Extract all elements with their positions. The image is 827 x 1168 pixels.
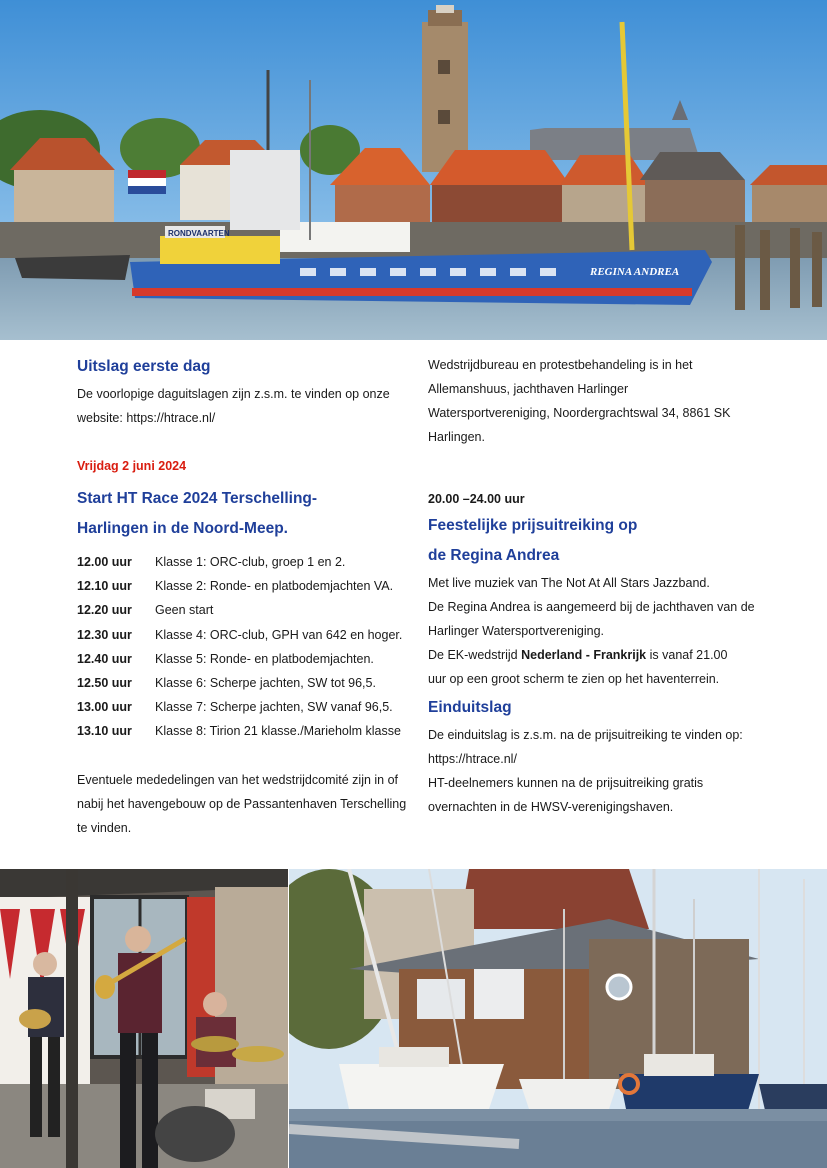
bureau-line-2: Allemanshuus, jachthaven Harlinger — [428, 382, 629, 396]
einduitslag-text-line-3: HT-deelnemers kunnen na de prijsuitreiking gratis — [428, 776, 704, 790]
left-column — [77, 344, 417, 840]
schedule-row — [77, 647, 417, 671]
party-heading-line-1: Feestelijke prijsuitreiking op — [428, 517, 638, 534]
schedule-time: 12.30 uur — [77, 627, 132, 642]
schedule-time: 12.40 uur — [77, 651, 132, 666]
schedule-row — [77, 550, 417, 574]
schedule-time: 12.50 uur — [77, 676, 132, 691]
einduitslag-text-line-2: https://htrace.nl/ — [428, 752, 517, 766]
party-text-line-1: Met live muziek van The Not At All Stars Jazzband. — [428, 576, 710, 590]
schedule-desc: Klasse 5: Ronde- en platbodemjachten. — [155, 651, 374, 666]
bureau-line-4: Harlingen. — [428, 430, 485, 444]
uitslag-text-line-1: De voorlopige daguitslagen zijn z.s.m. te vinden op onze — [77, 387, 390, 401]
schedule-desc: Klasse 1: ORC-club, groep 1 en 2. — [155, 555, 346, 569]
party-time: 20.00 –24.00 uur — [428, 492, 525, 506]
schedule-desc: Klasse 8: Tirion 21 klasse./Marieholm klasse — [155, 724, 401, 739]
wheelhouse-sign-text: RONDVAARTEN — [168, 229, 230, 238]
schedule-desc: Klasse 2: Ronde- en platbodemjachten VA. — [155, 579, 394, 594]
party-heading-line-2: de Regina Andrea — [428, 547, 560, 564]
einduitslag-text-line-4: overnachten in de HWSV-verenigingshaven. — [428, 800, 674, 814]
ek-text-line-2: uur op een groot scherm te zien op het haventerrein. — [428, 672, 720, 686]
jazzband-photo — [0, 869, 288, 1168]
start-schedule — [77, 550, 417, 744]
notice-line-2: nabij het havengebouw op de Passantenhaven Terschelling — [77, 796, 407, 811]
right-column — [428, 344, 768, 819]
start-heading-line-2: Harlingen in de Noord-Meep. — [77, 520, 288, 537]
uitslag-heading: Uitslag eerste dag — [77, 358, 211, 375]
schedule-desc: Geen start — [155, 603, 214, 618]
schedule-time: 12.10 uur — [77, 579, 132, 594]
ek-text-pre: De EK-wedstrijd — [428, 648, 522, 662]
schedule-row — [77, 598, 417, 622]
ek-text-post: is vanaf 21.00 — [646, 648, 728, 662]
race-date: Vrijdag 2 juni 2024 — [77, 459, 187, 473]
schedule-time: 12.20 uur — [77, 603, 132, 618]
schedule-row — [77, 695, 417, 719]
schedule-row — [77, 719, 417, 743]
uitslag-text-line-2: website: https://htrace.nl/ — [77, 411, 216, 425]
party-text-line-3: Harlinger Watersportvereniging. — [428, 624, 605, 638]
ek-text-line-1 — [428, 643, 768, 667]
party-text-line-2: De Regina Andrea is aangemeerd bij de jachthaven van de — [428, 600, 755, 614]
schedule-row — [77, 574, 417, 598]
marina-photo — [289, 869, 827, 1168]
bureau-line-1: Wedstrijdbureau en protestbehandeling is in het — [428, 358, 693, 372]
schedule-row — [77, 623, 417, 647]
notice-line-1: Eventuele mededelingen van het wedstrijdcomité zijn in of — [77, 772, 399, 787]
boat-name-text: REGINA ANDREA — [590, 266, 680, 278]
schedule-time: 12.00 uur — [77, 555, 132, 569]
bureau-line-3: Watersportvereniging, Noordergrachtswal 34, 8861 SK — [428, 406, 731, 420]
einduitslag-text-line-1: De einduitslag is z.s.m. na de prijsuitreiking te vinden op: — [428, 728, 743, 742]
schedule-desc: Klasse 6: Scherpe jachten, SW tot 96,5. — [155, 676, 376, 691]
schedule-time: 13.10 uur — [77, 724, 132, 739]
notice-line-3: te vinden. — [77, 820, 132, 835]
ek-match-name: Nederland - Frankrijk — [521, 648, 647, 662]
schedule-desc: Klasse 4: ORC-club, GPH van 642 en hoger. — [155, 627, 403, 642]
start-heading-line-1: Start HT Race 2024 Terschelling- — [77, 490, 318, 507]
top-harbour-photo — [0, 0, 827, 340]
schedule-row — [77, 671, 417, 695]
schedule-desc: Klasse 7: Scherpe jachten, SW vanaf 96,5. — [155, 700, 393, 715]
einduitslag-heading: Einduitslag — [428, 699, 512, 716]
schedule-time: 13.00 uur — [77, 700, 132, 715]
